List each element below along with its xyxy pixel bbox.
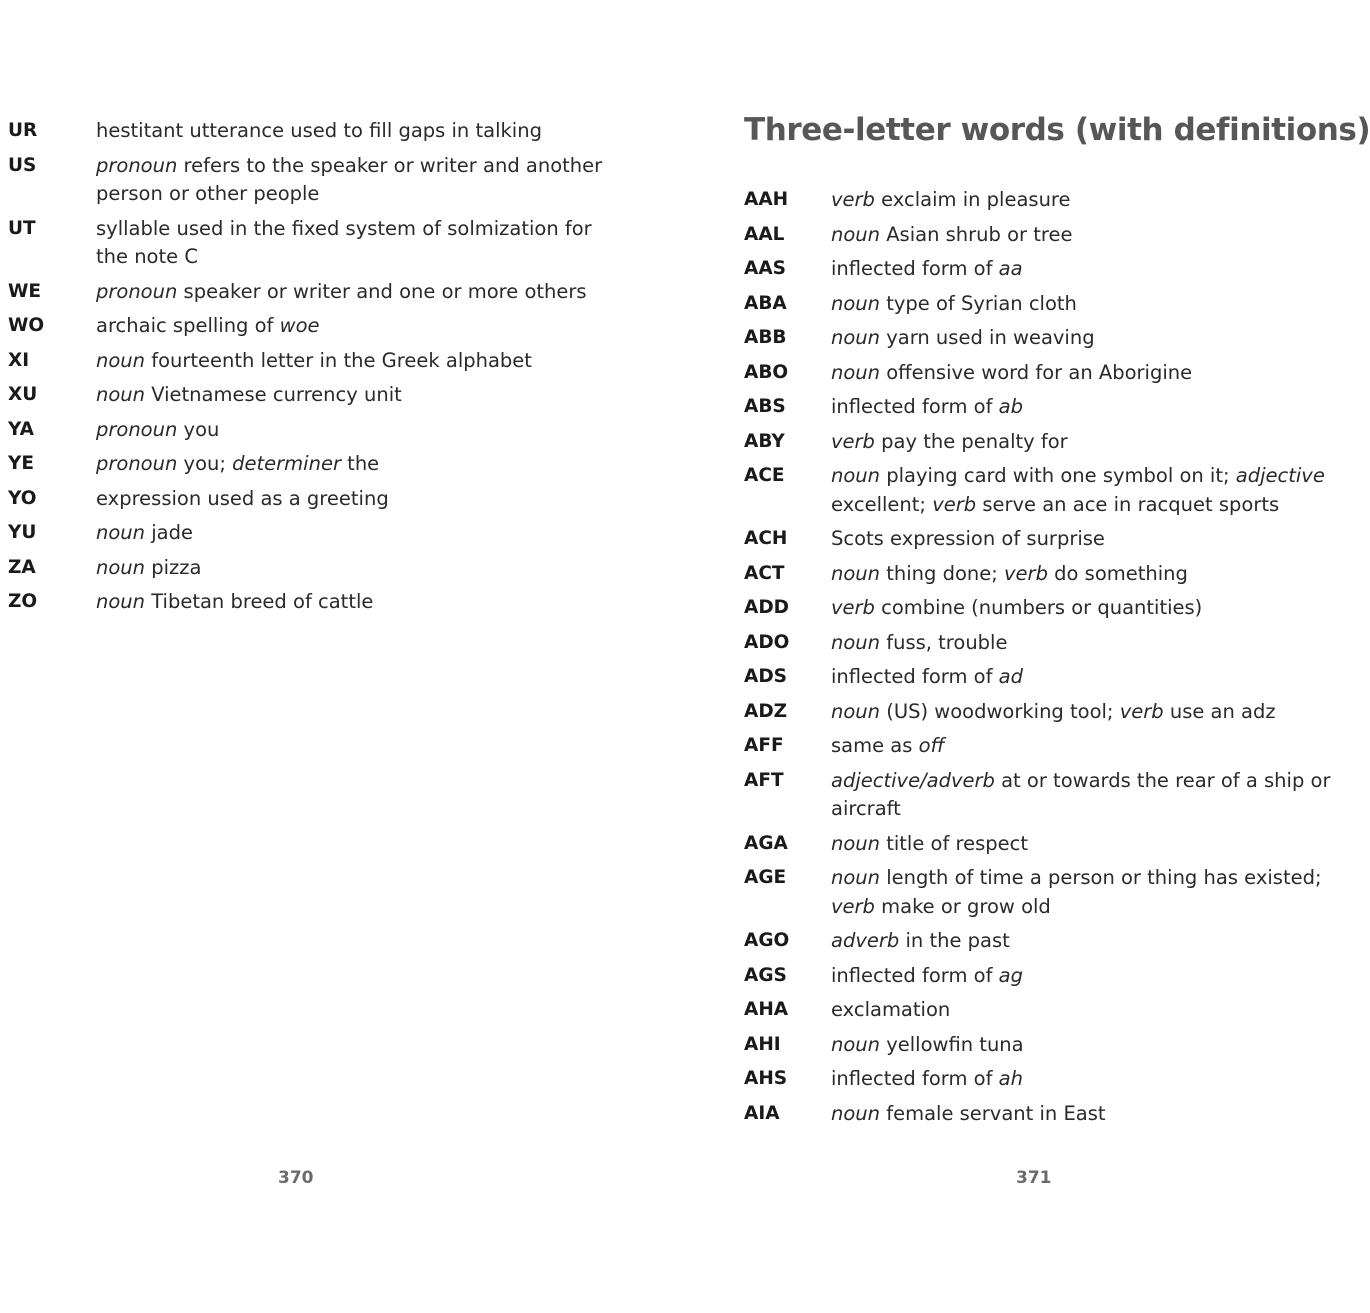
definition [96, 485, 389, 514]
definition-text: offensive word for an Aborigine [880, 360, 1193, 384]
headword: AFT [744, 769, 784, 791]
headword: ZA [8, 556, 36, 578]
definition [831, 594, 1202, 623]
headword: ADO [744, 631, 790, 653]
definition-line [831, 1065, 1023, 1094]
dictionary-entry [8, 381, 608, 410]
definition-text: syllable used in the fixed system of solmization for [96, 216, 592, 240]
definition-line [831, 324, 1095, 353]
definition-line [96, 278, 587, 307]
part-of-speech-text: noun [96, 521, 146, 544]
part-of-speech-text: noun [831, 360, 881, 384]
definition [96, 215, 592, 272]
definition-text: aircraft [831, 797, 901, 820]
part-of-speech-text: noun [831, 630, 881, 654]
part-of-speech-text: pronoun [96, 452, 178, 475]
definition-text: hestitant utterance used to fill gaps in talking [96, 119, 542, 142]
definition-line [831, 255, 1023, 284]
definition-text: excellent; [831, 492, 933, 516]
definition-text: female servant in East [880, 1101, 1106, 1125]
headword: WE [8, 280, 42, 302]
definition [96, 347, 532, 376]
definition [831, 962, 1023, 991]
definition-line [831, 962, 1023, 991]
definition-line [831, 830, 1028, 859]
headword: AAS [744, 258, 786, 279]
definition-text: refers to the speaker or writer and another [177, 153, 603, 177]
definition [831, 428, 1068, 457]
definition-text: pizza [145, 555, 202, 579]
definition-line [96, 312, 320, 341]
definition-line [96, 485, 389, 514]
definition-text: fourteenth letter in the Greek alphabet [145, 348, 532, 372]
part-of-speech-text: noun [831, 291, 881, 315]
headword: YU [8, 522, 37, 543]
definition-text: inflected form of [831, 665, 999, 688]
part-of-speech-text: noun [831, 561, 881, 585]
definition-text: archaic spelling of [96, 314, 280, 337]
part-of-speech-text: noun [96, 348, 146, 372]
part-of-speech-text: noun [96, 555, 146, 579]
dictionary-entry [744, 186, 1309, 215]
definition-text: title of respect [880, 831, 1029, 855]
headword: AGA [744, 832, 788, 854]
definition [831, 864, 1322, 921]
headword: AHA [744, 999, 789, 1020]
definition-text: you [177, 417, 220, 441]
part-of-speech-text: noun [831, 699, 881, 723]
dictionary-entry [8, 215, 608, 272]
definition [831, 290, 1077, 319]
definition [831, 359, 1192, 388]
part-of-speech-text: noun [831, 326, 881, 349]
headword: ACT [744, 562, 785, 584]
definition-text: pay the penalty for [874, 429, 1068, 453]
definition-line [96, 180, 602, 209]
definition [96, 554, 201, 583]
definition [831, 186, 1071, 215]
right-page [660, 0, 1370, 1313]
dictionary-entry [744, 594, 1309, 623]
definition-text: do something [1047, 561, 1188, 585]
definition [831, 525, 1105, 554]
definition-line [96, 215, 592, 244]
definition [831, 927, 1010, 956]
definition-text: thing done; [880, 561, 1005, 585]
headword: ADD [744, 597, 790, 618]
dictionary-entry [744, 1031, 1309, 1060]
dictionary-entry [744, 462, 1325, 519]
part-of-speech-text: noun [831, 222, 881, 246]
definition-text: Asian shrub or tree [880, 222, 1073, 246]
part-of-speech-text: verb [831, 596, 875, 619]
definition [831, 767, 1330, 824]
definition-line [831, 795, 1330, 824]
definition-text: Scots expression of surprise [831, 527, 1105, 550]
headword: YA [8, 418, 34, 440]
definition [831, 1031, 1024, 1060]
headword: YO [8, 487, 37, 509]
definition-line [96, 347, 532, 376]
headword: ZO [8, 591, 38, 612]
headword: ACH [744, 528, 788, 549]
definition [96, 117, 542, 146]
headword: YE [8, 453, 35, 474]
definition-line [831, 525, 1105, 554]
definition-line [831, 462, 1325, 491]
dictionary-entry [744, 255, 1309, 284]
definition-text: playing card with one symbol on it; [880, 464, 1236, 487]
headword: XI [8, 349, 30, 371]
definition-text: you; [177, 452, 233, 475]
definition-text: same as [831, 734, 919, 757]
part-of-speech-text: pronoun [96, 153, 178, 177]
definition [96, 588, 373, 617]
part-of-speech-text: noun [831, 831, 881, 855]
definition-line [831, 393, 1023, 422]
definition-line [831, 1031, 1024, 1060]
definition [831, 462, 1325, 519]
dictionary-entry [8, 554, 608, 583]
dictionary-entry [744, 359, 1309, 388]
part-of-speech-text: off [918, 734, 945, 757]
definition [96, 519, 193, 548]
definition-text: the note C [96, 245, 198, 268]
definition-text: yellowfin tuna [880, 1032, 1024, 1056]
definition-text: inflected form of [831, 1067, 999, 1090]
definition-line [831, 186, 1071, 215]
definition-line [831, 698, 1276, 727]
definition-line [831, 893, 1322, 922]
definition [831, 393, 1023, 422]
headword: ABB [744, 327, 787, 348]
definition-text: at or towards the rear of a ship or [994, 768, 1331, 792]
dictionary-entry [8, 519, 608, 548]
definition [831, 663, 1023, 692]
definition-text: Vietnamese currency unit [145, 383, 402, 406]
definition [96, 152, 602, 209]
dictionary-entry [8, 278, 608, 307]
definition-line [96, 117, 542, 146]
dictionary-entry [744, 1065, 1309, 1094]
headword: AAH [744, 189, 789, 210]
headword: AHI [744, 1033, 781, 1055]
definition-text: (US) woodworking tool; [880, 699, 1120, 723]
definition [831, 221, 1072, 250]
headword: XU [8, 384, 38, 405]
headword: AGS [744, 964, 787, 986]
dictionary-entry [744, 1100, 1309, 1129]
part-of-speech-text: noun [831, 1101, 881, 1125]
definition-line [96, 450, 379, 479]
definition-text: exclaim in pleasure [874, 188, 1071, 211]
definition-line [96, 416, 219, 445]
part-of-speech-text: ad [998, 665, 1023, 688]
definition-line [96, 519, 193, 548]
part-of-speech-text: pronoun [96, 279, 178, 303]
definition [831, 698, 1276, 727]
definition-text: inflected form of [831, 963, 999, 987]
headword: ABA [744, 292, 787, 314]
dictionary-entry [744, 864, 1322, 921]
headword: ADZ [744, 700, 788, 722]
definition-line [831, 732, 945, 761]
definition [96, 416, 219, 445]
definition-line [831, 491, 1325, 520]
part-of-speech-text: noun [831, 1032, 881, 1056]
part-of-speech-text: pronoun [96, 417, 178, 441]
part-of-speech-text: determiner [232, 452, 341, 475]
part-of-speech-text: aa [998, 257, 1023, 280]
definition-text: yarn used in weaving [880, 326, 1095, 349]
definition-text: use an adz [1163, 699, 1276, 723]
part-of-speech-text: noun [831, 866, 881, 889]
entry-list [8, 117, 608, 623]
part-of-speech-text: verb [1004, 561, 1048, 585]
part-of-speech-text: adverb [831, 929, 900, 952]
definition-text: the [340, 452, 380, 475]
definition-text: jade [145, 521, 193, 544]
part-of-speech-text: verb [932, 492, 977, 516]
part-of-speech-text: verb [1119, 699, 1164, 723]
definition-text: exclamation [831, 998, 951, 1021]
definition-line [96, 554, 201, 583]
page-number: 370 [278, 1168, 314, 1188]
definition [831, 830, 1028, 859]
definition [831, 732, 945, 761]
dictionary-entry [744, 393, 1309, 422]
headword: AGO [744, 930, 790, 951]
headword: ACE [744, 465, 785, 486]
headword: UT [8, 217, 36, 239]
part-of-speech-text: ah [998, 1067, 1023, 1090]
part-of-speech-text: woe [279, 314, 320, 337]
part-of-speech-text: noun [96, 383, 146, 406]
dictionary-entry [744, 290, 1309, 319]
definition-text: inflected form of [831, 395, 999, 418]
definition-line [96, 152, 602, 181]
definition-text: person or other people [96, 182, 320, 205]
part-of-speech-text: verb [831, 429, 875, 453]
definition [96, 312, 320, 341]
headword: ADS [744, 666, 787, 687]
dictionary-entry [744, 996, 1309, 1025]
dictionary-entry [744, 962, 1309, 991]
definition [831, 1065, 1023, 1094]
dictionary-entry [744, 927, 1309, 956]
definition-text: type of Syrian cloth [880, 291, 1077, 315]
definition-line [831, 663, 1023, 692]
definition [96, 450, 379, 479]
definition-line [831, 996, 950, 1025]
dictionary-entry [744, 767, 1331, 824]
definition-text: expression used as a greeting [96, 486, 389, 510]
dictionary-entry [744, 732, 1309, 761]
definition [831, 1100, 1106, 1129]
definition-line [96, 381, 402, 410]
definition-line [831, 359, 1192, 388]
definition-text: fuss, trouble [880, 630, 1008, 654]
definition-text: serve an ace in racquet sports [976, 492, 1280, 516]
definition-line [96, 243, 592, 272]
definition-text: combine (numbers or quantities) [874, 596, 1203, 619]
dictionary-entry [8, 450, 608, 479]
headword: US [8, 154, 37, 176]
definition [831, 629, 1007, 658]
headword: AIA [744, 1102, 780, 1124]
part-of-speech-text: adjective [1235, 464, 1325, 487]
definition-line [831, 428, 1068, 457]
headword: ABS [744, 396, 786, 417]
headword: ABO [744, 361, 789, 383]
definition-line [96, 588, 373, 617]
definition-line [831, 594, 1202, 623]
definition-text: Tibetan breed of cattle [145, 590, 374, 613]
definition [831, 560, 1188, 589]
definition [96, 381, 402, 410]
dictionary-entry [744, 221, 1309, 250]
part-of-speech-text: noun [96, 590, 146, 613]
dictionary-entry [744, 324, 1309, 353]
dictionary-entry [8, 588, 608, 617]
definition-line [831, 927, 1010, 956]
dictionary-entry [8, 312, 608, 341]
definition-line [831, 629, 1007, 658]
headword: AAL [744, 223, 785, 245]
left-page [0, 0, 640, 1313]
part-of-speech-text: verb [831, 188, 875, 211]
definition [831, 324, 1095, 353]
dictionary-entry [744, 428, 1309, 457]
definition-line [831, 1100, 1106, 1129]
definition [96, 278, 587, 307]
dictionary-entry [8, 152, 608, 209]
headword: WO [8, 315, 45, 336]
dictionary-entry [744, 629, 1309, 658]
definition-line [831, 560, 1188, 589]
part-of-speech-text: adjective/adverb [831, 768, 995, 792]
dictionary-entry [744, 830, 1309, 859]
definition-text: make or grow old [874, 894, 1051, 918]
definition-line [831, 221, 1072, 250]
definition-text: in the past [899, 929, 1010, 952]
entry-list [744, 186, 1331, 1134]
dictionary-entry [8, 485, 608, 514]
dictionary-entry [8, 347, 608, 376]
dictionary-entry [744, 560, 1309, 589]
headword: UR [8, 120, 38, 141]
part-of-speech-text: ab [998, 395, 1023, 418]
headword: ABY [744, 430, 785, 452]
definition-text: speaker or writer and one or more others [177, 279, 587, 303]
part-of-speech-text: verb [831, 894, 875, 918]
definition-text: length of time a person or thing has existed; [880, 866, 1322, 889]
dictionary-entry [744, 698, 1309, 727]
dictionary-entry [744, 663, 1309, 692]
headword: AGE [744, 867, 787, 888]
definition-line [831, 767, 1330, 796]
dictionary-entry [8, 117, 608, 146]
definition-line [831, 290, 1077, 319]
headword: AFF [744, 735, 784, 756]
definition [831, 996, 950, 1025]
page-number: 371 [1016, 1168, 1052, 1188]
dictionary-entry [744, 525, 1309, 554]
section-heading: Three-letter words (with definitions) [744, 112, 1370, 148]
part-of-speech-text: noun [831, 464, 881, 487]
dictionary-entry [8, 416, 608, 445]
definition-text: inflected form of [831, 257, 999, 280]
definition-line [831, 864, 1322, 893]
definition [831, 255, 1023, 284]
headword: AHS [744, 1068, 788, 1089]
part-of-speech-text: ag [998, 963, 1023, 987]
